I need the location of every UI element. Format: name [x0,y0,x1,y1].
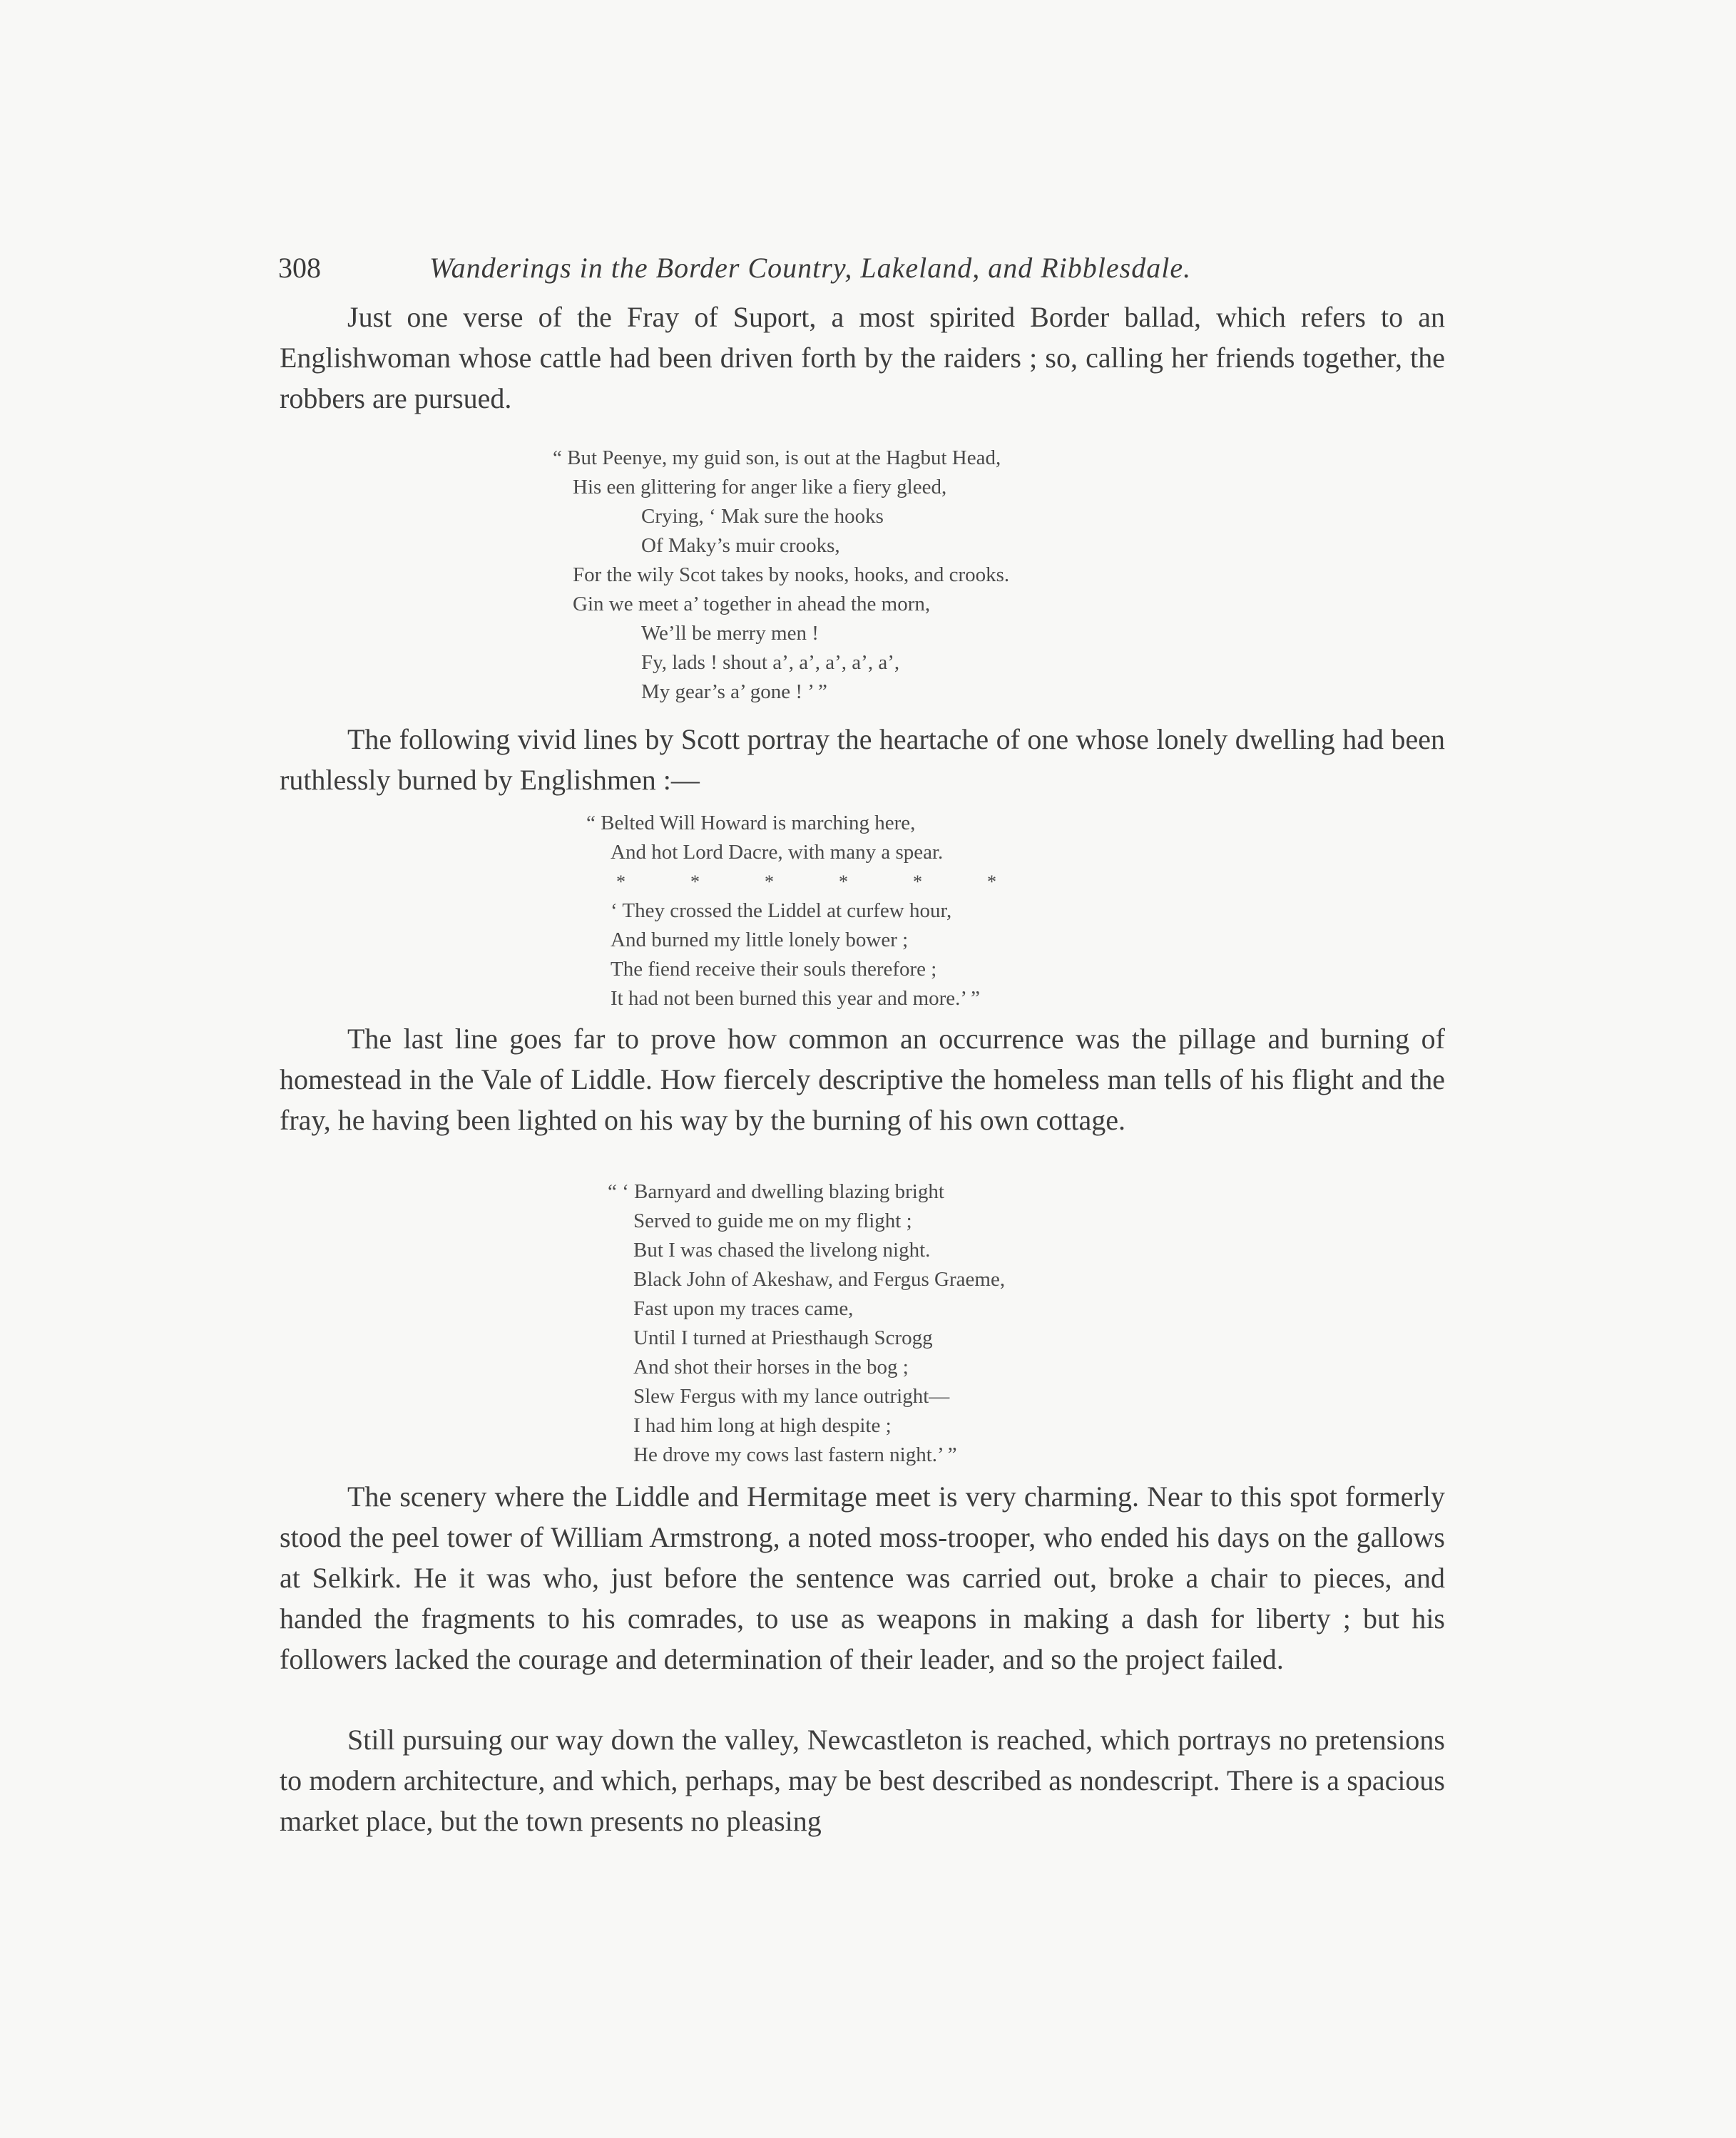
verse-line: Served to guide me on my flight ; [633,1209,912,1232]
page-number: 308 [278,252,321,284]
verse-line: And burned my little lonely bower ; [611,929,909,951]
asterisk: * [913,871,922,892]
book-title: Wanderings in the Border Country, Lakeland, and Ribblesdale. [429,252,1192,284]
verse-line: Until I turned at Priesthaugh Scrogg [633,1326,933,1349]
verse-line: The fiend receive their souls therefore ; [611,958,937,981]
verse-line: His een glittering for anger like a fiery gleed, [573,476,947,498]
verse-line: Gin we meet a’ together in ahead the morn, [573,593,931,615]
asterisk: * [765,871,774,892]
verse-line: “ Belted Will Howard is marching here, [586,812,916,834]
verse-line: My gear’s a’ gone ! ’ ” [641,680,827,703]
running-head [278,251,1448,294]
verse-fray-of-suport [553,444,1009,707]
verse-line: Black John of Akeshaw, and Fergus Graeme, [633,1268,1006,1291]
verse-line: He drove my cows last fastern night.’ ” [633,1443,957,1466]
verse-line: “ But Peenye, my guid son, is out at the Hagbut Head, [553,446,1001,469]
paragraph-scenery: The scenery where the Liddle and Hermitage meet is very charming. Near to this spot formerly stood the peel tower of William Armstrong, a noted moss-trooper, who ended his days on the gallows at Selkirk. He it was who, just before the sentence was carried out, broke a chair to pieces, and handed the fragments to his comrades, to use as weapons in making a dash for liberty ; but his followers lacked the courage and determination of their leader, and so the project failed. [280,1480,1445,1675]
asterisk: * [690,871,700,892]
asterisk: * [987,871,996,892]
verse-line: But I was chased the livelong night. [633,1239,931,1262]
verse-barnyard-and-dwelling [608,1177,1005,1470]
paragraph-fray-of-suport: Just one verse of the Fray of Suport, a most spirited Border ballad, which refers to an Englishwoman whose cattle had been driven forth by the raiders ; so, calling her friends together, the robbers are pursued. [280,301,1445,414]
paragraph-last-line: The last line goes far to prove how common an occurrence was the pillage and burning of homestead in the Vale of Liddle. How fiercely descriptive the homeless man tells of his flight and the fray, he having been lighted on his way by the burning of his own cottage. [280,1023,1445,1136]
paragraph-scott-lines: The following vivid lines by Scott portray the heartache of one whose lonely dwelling had been ruthlessly burned by Englishmen :— [280,723,1445,796]
verse-line: Slew Fergus with my lance outright— [633,1385,950,1408]
verse-line: Crying, ‘ Mak sure the hooks [641,505,884,528]
verse-line: Of Maky’s muir crooks, [641,534,840,557]
verse-line: Fy, lads ! shout a’, a’, a’, a’, a’, [641,651,900,674]
asterisk: * [839,871,848,892]
verse-line: Fast upon my traces came, [633,1297,854,1320]
asterisk: * [616,871,626,892]
verse-line: I had him long at high despite ; [633,1414,892,1437]
verse-line: And hot Lord Dacre, with many a spear. [611,841,944,864]
verse-break-asterisks [586,867,1061,896]
verse-line: It had not been burned this year and more.’ ” [611,987,981,1010]
verse-line: And shot their horses in the bog ; [633,1356,909,1379]
verse-line: ‘ They crossed the Liddel at curfew hour, [611,899,952,922]
paragraph-newcastleton: Still pursuing our way down the valley, Newcastleton is reached, which portrays no pretensions to modern architecture, and which, perhaps, may be best described as nondescript. There is a spacious market place, but the town presents no pleasing [280,1724,1445,1837]
verse-line: We’ll be merry men ! [641,622,819,645]
verse-line: For the wily Scot takes by nooks, hooks, and crooks. [573,563,1010,586]
verse-line: “ ‘ Barnyard and dwelling blazing bright [608,1180,944,1203]
verse-belted-will-howard [586,809,1061,1013]
